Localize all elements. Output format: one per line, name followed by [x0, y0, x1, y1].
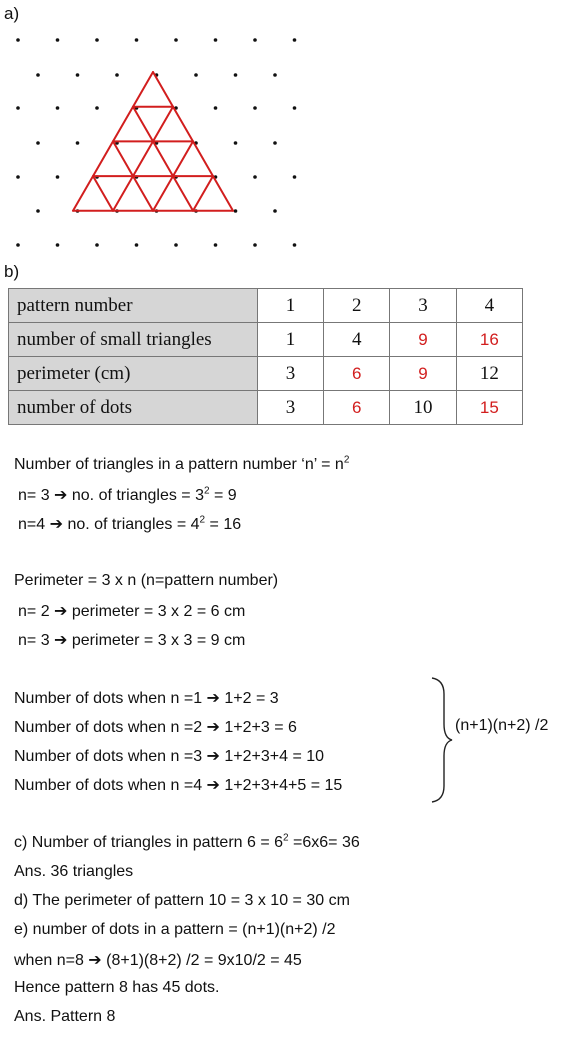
triangle-edge	[173, 141, 193, 176]
grid-dot	[253, 175, 257, 179]
triangle-edge	[133, 141, 153, 176]
grid-dot	[174, 38, 178, 42]
triangle-edge	[93, 141, 113, 176]
triangle-edge	[113, 176, 133, 211]
grid-dot	[16, 243, 20, 247]
cell-value: 3	[285, 362, 296, 384]
answer-c: c) Number of triangles in pattern $6 = 6^2 =6x6= 36$	[14, 832, 360, 851]
cell-value: 15	[479, 397, 499, 417]
grid-dot	[115, 73, 119, 77]
cell-value: 6	[352, 397, 362, 417]
grid-dot	[293, 175, 297, 179]
triangle-edge	[173, 176, 193, 211]
grid-dot	[95, 38, 99, 42]
dots-n2-line: Number of dots when n =2 ➔ 1+2+3 = 6	[14, 719, 297, 736]
grid-dot	[214, 106, 218, 110]
table-cell	[456, 289, 522, 323]
cell-value: 16	[479, 329, 499, 349]
dots-n4-line: Number of dots when n =4 ➔ 1+2+3+4+5 = 15	[14, 777, 343, 794]
table-cell	[324, 391, 390, 425]
table-cell	[390, 391, 456, 425]
triangle-edge	[153, 141, 173, 176]
cell-value: 3	[285, 396, 296, 418]
triangles-n3-line: n= 3 ➔ no. of triangles = $3^2 = 9$	[18, 485, 237, 504]
grid-dot	[56, 38, 60, 42]
row-label: pattern number	[9, 289, 258, 323]
table-row	[9, 357, 523, 391]
grid-dot	[95, 106, 99, 110]
table-row	[9, 289, 523, 323]
table-cell	[257, 323, 323, 357]
grid-dot	[253, 243, 257, 247]
triangles-formula-heading: Number of triangles in a pattern number ‘n’ = $n^2$	[14, 454, 350, 473]
grid-dot	[56, 106, 60, 110]
triangles-n4-line: n=4 ➔ no. of triangles = $4^2 = 16$	[18, 514, 242, 533]
row-label: number of small triangles	[9, 323, 258, 357]
grid-dot	[36, 73, 40, 77]
table-cell	[324, 289, 390, 323]
cell-value: 6	[352, 363, 362, 383]
grid-dot	[293, 243, 297, 247]
cell-value: 1	[285, 328, 296, 350]
triangle-edge	[153, 72, 173, 107]
triangle-edge	[153, 107, 173, 142]
grid-dot	[95, 243, 99, 247]
table-cell	[324, 323, 390, 357]
grid-dot	[56, 243, 60, 247]
triangle-edge	[213, 176, 233, 211]
table-cell	[390, 357, 456, 391]
row-label: number of dots	[9, 391, 258, 425]
cell-value: 2	[352, 294, 362, 316]
pattern-table	[8, 288, 523, 425]
dots-n3-line: Number of dots when n =3 ➔ 1+2+3+4 = 10	[14, 748, 325, 765]
dots-general-formula: (n+1)(n+2) /2	[455, 717, 549, 734]
grid-dot	[16, 38, 20, 42]
cell-value: 9	[418, 329, 428, 349]
cell-value: 1	[285, 294, 296, 316]
table-cell	[456, 323, 522, 357]
table-cell	[257, 289, 323, 323]
triangle-edge	[133, 107, 153, 142]
answer-d: d) The perimeter of pattern 10 = 3 x 10 = 30 cm	[14, 892, 350, 909]
grid-dot	[174, 243, 178, 247]
grid-dot	[234, 141, 238, 145]
table-row	[9, 323, 523, 357]
table-cell	[456, 391, 522, 425]
triangle-edge	[113, 107, 133, 142]
cell-value: 4	[352, 328, 362, 350]
grid-dot	[234, 73, 238, 77]
answer-e: e) number of dots in a pattern = (n+1)(n+2) /2	[14, 921, 336, 938]
triangle-edge	[93, 176, 113, 211]
triangle-edge	[173, 107, 193, 142]
cell-value: 4	[484, 294, 495, 316]
grid-dot	[135, 38, 139, 42]
answer-e-conclusion: Hence pattern 8 has 45 dots.	[14, 979, 220, 996]
triangle-edge	[133, 176, 153, 211]
grid-dot	[253, 106, 257, 110]
table-cell	[257, 391, 323, 425]
perimeter-n2-line: n= 2 ➔ perimeter = 3 x 2 = 6 cm	[18, 603, 246, 620]
grid-dot	[253, 38, 257, 42]
table-cell	[456, 357, 522, 391]
grid-dot	[234, 209, 238, 213]
table-cell	[390, 323, 456, 357]
cell-value: 9	[418, 363, 428, 383]
answer-e-result: Ans. Pattern 8	[14, 1008, 116, 1025]
row-label: perimeter (cm)	[9, 357, 258, 391]
perimeter-n3-line: n= 3 ➔ perimeter = 3 x 3 = 9 cm	[18, 632, 246, 649]
grid-dot	[273, 73, 277, 77]
cell-value: 10	[413, 396, 433, 418]
answer-e-calculation: when n=8 ➔ (8+1)(8+2) /2 = 9x10/2 = 45	[14, 952, 302, 969]
grid-dot	[76, 73, 80, 77]
dots-n1-line: Number of dots when n =1 ➔ 1+2 = 3	[14, 690, 279, 707]
grid-dot	[135, 243, 139, 247]
grid-dot	[36, 209, 40, 213]
triangle-edge	[193, 141, 213, 176]
dot-grid-triangle-figure	[0, 0, 575, 270]
grid-dot	[293, 106, 297, 110]
perimeter-formula-heading: Perimeter = 3 x n (n=pattern number)	[14, 572, 279, 589]
grid-dot	[36, 141, 40, 145]
table-cell	[324, 357, 390, 391]
grid-dot	[214, 38, 218, 42]
grid-dot	[273, 141, 277, 145]
grid-dot	[273, 209, 277, 213]
part-b-label: b)	[4, 262, 20, 281]
cell-value: 12	[479, 362, 499, 384]
grid-dot	[16, 175, 20, 179]
cell-value: 3	[418, 294, 428, 316]
grid-dot	[214, 243, 218, 247]
table-cell	[390, 289, 456, 323]
grid-dot	[56, 175, 60, 179]
triangle-edge	[113, 141, 133, 176]
grid-dot	[194, 73, 198, 77]
grid-dot	[16, 106, 20, 110]
triangle-edge	[73, 176, 93, 211]
part-a-label: a)	[4, 4, 20, 23]
triangle-edge	[193, 176, 213, 211]
triangle-edge	[153, 176, 173, 211]
answer-c-result: Ans. 36 triangles	[14, 863, 134, 880]
triangle-edge	[133, 72, 153, 107]
grid-dot	[76, 141, 80, 145]
table-row	[9, 391, 523, 425]
grid-dot	[293, 38, 297, 42]
table-cell	[257, 357, 323, 391]
